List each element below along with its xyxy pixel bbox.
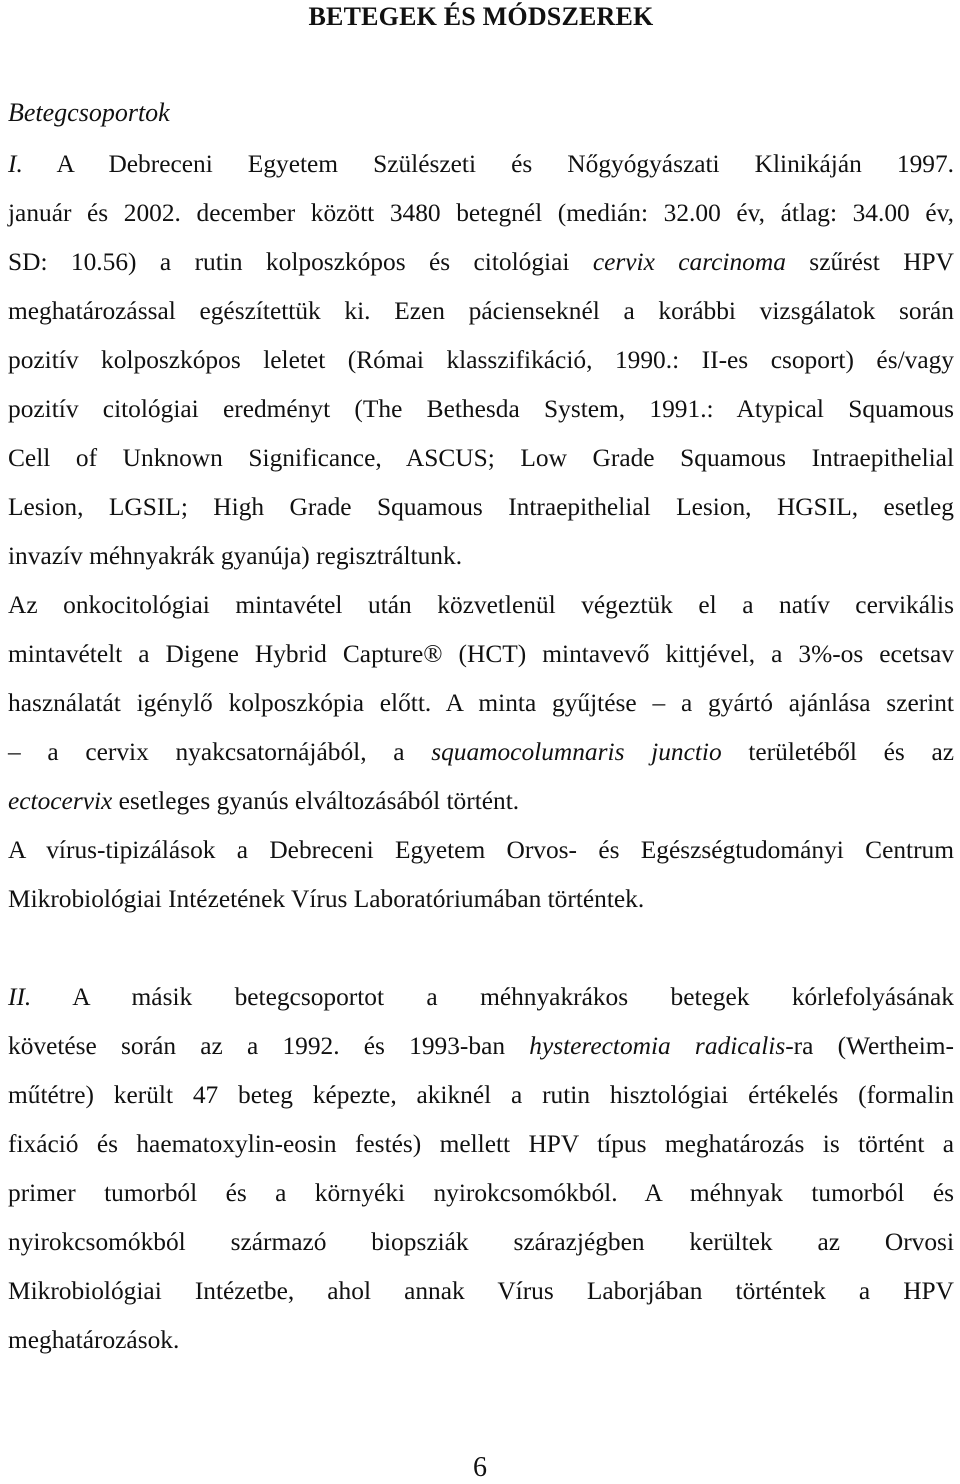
paragraph-group-2 — [8, 973, 954, 1365]
text-line — [8, 1218, 954, 1267]
text-run: primer tumorból és a környéki nyirokcsomókból. A méhnyak tumorból és — [8, 1179, 954, 1207]
text-run: esetleges gyanús elváltozásából történt. — [112, 787, 520, 815]
text-run: nyirokcsomókból származó biopsziák szárazjégben kerültek az Orvosi — [8, 1228, 954, 1256]
text-line — [8, 1267, 954, 1316]
text-line — [8, 385, 954, 434]
text-run: területéből és az — [721, 738, 954, 766]
text-run: meghatározással egészítettük ki. Ezen pácienseknél a korábbi vizsgálatok során — [8, 297, 954, 325]
text-run: invazív méhnyakrák gyanúja) regisztráltunk. — [8, 542, 463, 570]
text-line — [8, 483, 954, 532]
text-run: A másik betegcsoportot a méhnyakrákos betegek kórlefolyásának — [31, 983, 954, 1011]
text-run: -ra (Wertheim- — [785, 1032, 954, 1060]
text-run: Cell of Unknown Significance, ASCUS; Low Grade Squamous Intraepithelial — [8, 444, 954, 472]
text-line — [8, 973, 954, 1022]
text-line — [8, 630, 954, 679]
text-run: Az onkocitológiai mintavétel után közvetlenül végeztük el a natív cervikális — [8, 591, 954, 619]
text-run: használatát igénylő kolposzkópia előtt. A minta gyűjtése – a gyártó ajánlása szerint — [8, 689, 954, 717]
text-run: Mikrobiológiai Intézetének Vírus Laboratóriumában történtek. — [8, 885, 645, 913]
page-number: 6 — [473, 1452, 487, 1483]
text-line — [8, 1169, 954, 1218]
italic-text: hysterectomia radicalis — [529, 1032, 786, 1060]
italic-text: I. — [8, 150, 23, 178]
text-line — [8, 826, 954, 875]
text-run: Lesion, LGSIL; High Grade Squamous Intraepithelial Lesion, HGSIL, esetleg — [8, 493, 954, 521]
text-run: Mikrobiológiai Intézetbe, ahol annak Vírus Laborjában történtek a HPV — [8, 1277, 954, 1305]
text-run: műtétre) került 47 beteg képezte, akiknél a rutin hisztológiai értékelés (formalin — [8, 1081, 954, 1109]
text-run: január és 2002. december között 3480 betegnél (medián: 32.00 év, átlag: 34.00 év, — [8, 199, 954, 227]
text-run: A Debreceni Egyetem Szülészeti és Nőgyógyászati Klinikáján 1997. — [22, 150, 954, 178]
text-line — [8, 875, 954, 924]
text-line — [8, 140, 954, 189]
text-line — [8, 728, 954, 777]
text-line — [8, 777, 954, 826]
text-line — [8, 1071, 954, 1120]
text-run: – a cervix nyakcsatornájából, a — [8, 738, 432, 766]
italic-text: squamocolumnaris junctio — [431, 738, 722, 766]
text-line — [8, 189, 954, 238]
paragraph-group-1 — [8, 140, 954, 924]
text-run: követése során az a 1992. és 1993-ban — [8, 1032, 530, 1060]
text-run: meghatározások. — [8, 1326, 180, 1354]
page-title: BETEGEK ÉS MÓDSZEREK — [308, 2, 654, 31]
text-line — [8, 287, 954, 336]
text-line — [8, 1316, 954, 1365]
italic-text: II. — [8, 983, 32, 1011]
section-subheading: Betegcsoportok — [8, 98, 170, 127]
text-run: szűrést HPV — [785, 248, 955, 276]
italic-text: cervix carcinoma — [592, 248, 786, 276]
text-line — [8, 238, 954, 287]
text-run: mintavételt a Digene Hybrid Capture® (HCT) mintavevő kittjével, a 3%-os ecetsav — [8, 640, 954, 668]
text-line — [8, 581, 954, 630]
text-run: fixáció és haematoxylin-eosin festés) mellett HPV típus meghatározás is történt a — [8, 1130, 954, 1158]
text-run: pozitív citológiai eredményt (The Bethesda System, 1991.: Atypical Squamous — [8, 395, 954, 423]
text-line — [8, 1022, 954, 1071]
text-run: A vírus-tipizálások a Debreceni Egyetem Orvos- és Egészségtudományi Centrum — [8, 836, 954, 864]
text-run: SD: 10.56) a rutin kolposzkópos és citológiai — [8, 248, 593, 276]
text-line — [8, 434, 954, 483]
text-line — [8, 336, 954, 385]
text-line — [8, 532, 954, 581]
text-line — [8, 1120, 954, 1169]
text-line — [8, 679, 954, 728]
italic-text: ectocervix — [8, 787, 113, 815]
text-run: pozitív kolposzkópos leletet (Római klasszifikáció, 1990.: II-es csoport) és/vagy — [8, 346, 954, 374]
